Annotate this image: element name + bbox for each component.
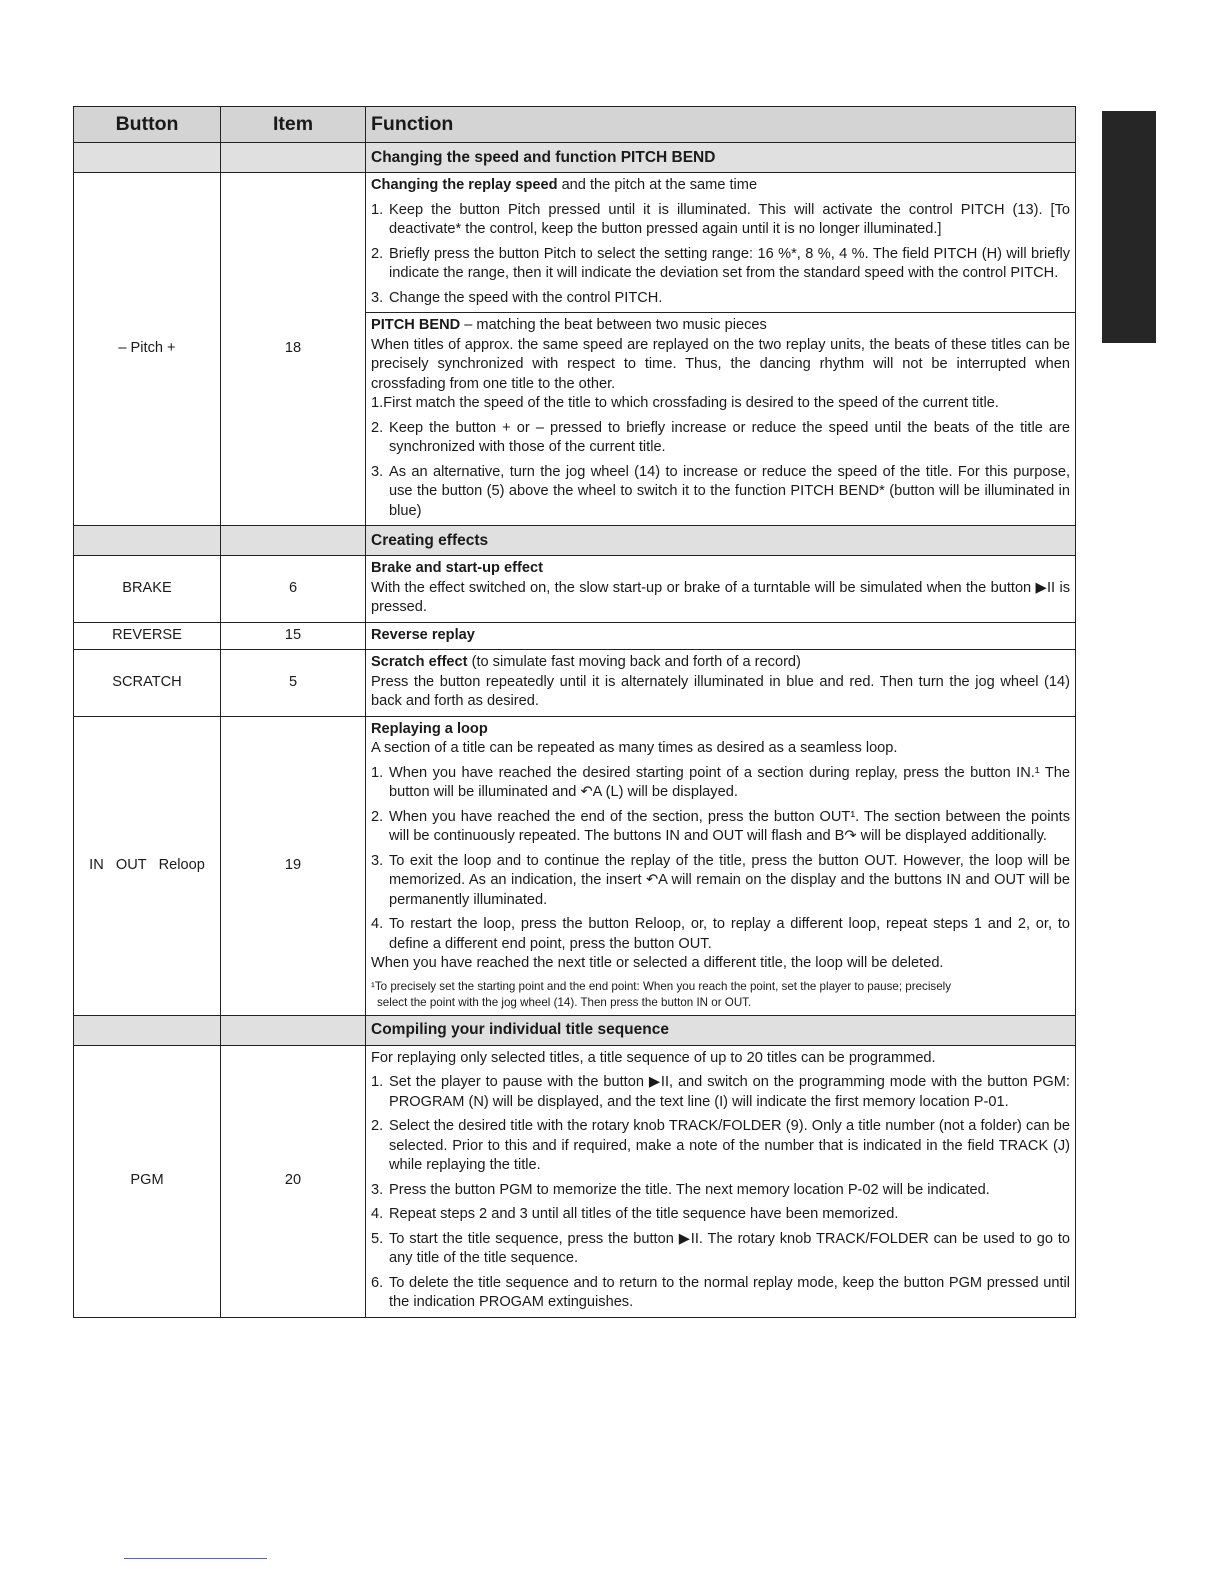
button-cell-reverse: REVERSE — [74, 622, 221, 650]
section-title-program: Compiling your individual title sequence — [366, 1015, 1076, 1045]
section-title-pitch: Changing the speed and function PITCH BEND — [366, 143, 1076, 173]
button-cell-pgm: PGM — [74, 1045, 221, 1317]
list-item: 2. Briefly press the button Pitch to select the setting range: 16 %*, 8 %, 4 %. The field PITCH (H) will briefly indicate the range, then it will indicate the deviation set from the standard speed with the control PITCH. — [371, 245, 1070, 281]
speed-heading: Changing the replay speed — [371, 177, 558, 193]
list-item: 4. Repeat steps 2 and 3 until all titles of the title sequence have been memorized. — [371, 1206, 899, 1222]
function-table — [73, 106, 1076, 1318]
button-cell-brake: BRAKE — [74, 556, 221, 623]
scratch-heading-rest: (to simulate fast moving back and forth of a record) — [467, 654, 801, 670]
footer-divider — [124, 1558, 267, 1559]
list-item: 2. When you have reached the end of the section, press the button OUT¹. The section between the points will be continuously repeated. The buttons IN and OUT will flash and B↷ will be displayed additionally. — [371, 808, 1070, 844]
list-item: 6. To delete the title sequence and to return to the normal replay mode, keep the button PGM pressed until the indication PROGAM extinguishes. — [371, 1274, 1070, 1310]
list-item: 1. When you have reached the desired starting point of a section during replay, press the button IN.¹ The button will be illuminated and ↶A (L) will be displayed. — [371, 764, 1070, 800]
section-row-effects — [74, 526, 1076, 556]
item-cell-brake: 6 — [221, 556, 366, 623]
item-cell-reverse: 15 — [221, 622, 366, 650]
section-row-program — [74, 1015, 1076, 1045]
chapter-side-tab — [1102, 111, 1156, 343]
table-row-brake — [74, 556, 1076, 623]
item-cell-pgm: 20 — [221, 1045, 366, 1317]
list-item: 4. To restart the loop, press the button Reloop, or, to replay a different loop, repeat steps 1 and 2, or, to define a different end point, press the button OUT. — [371, 916, 1070, 952]
list-item: 3. Change the speed with the control PITCH. — [371, 289, 663, 306]
bend-heading-rest: – matching the beat between two music pieces — [460, 317, 767, 333]
function-cell-loop — [366, 716, 1076, 1015]
section-title-effects: Creating effects — [366, 526, 1076, 556]
list-item: 5. To start the title sequence, press the button ▶II. The rotary knob TRACK/FOLDER can be used to go to any title of the title sequence. — [371, 1230, 1070, 1266]
reverse-heading: Reverse replay — [371, 626, 475, 643]
brake-heading: Brake and start-up effect — [371, 560, 543, 576]
brake-text: With the effect switched on, the slow start-up or brake of a turntable will be simulated when the button ▶II is pressed. — [371, 579, 1070, 615]
bend-heading: PITCH BEND — [371, 317, 461, 333]
section-row-pitch — [74, 143, 1076, 173]
table-row-reverse — [74, 622, 1076, 650]
button-cell-loop: IN OUT Reloop — [74, 716, 221, 1015]
header-button: Button — [74, 107, 221, 143]
function-cell-pgm — [366, 1045, 1076, 1317]
list-item: 3. As an alternative, turn the jog wheel (14) to increase or reduce the speed of the title. For this purpose, use the button (5) above the wheel to switch it to the function PITCH BEND* (button will be illuminated in blue) — [371, 463, 1070, 519]
header-function: Function — [366, 107, 1076, 143]
loop-footnote-line1: ¹To precisely set the starting point and the end point: When you reach the point, set the player to pause; precisely — [371, 979, 952, 993]
bend-steps — [371, 419, 1070, 522]
function-cell-scratch — [366, 650, 1076, 717]
loop-footnote-line2: select the point with the jog wheel (14). Then press the button IN or OUT. — [377, 995, 752, 1009]
scratch-heading: Scratch effect — [371, 654, 468, 670]
loop-steps — [371, 764, 1070, 955]
function-cell-bend — [366, 313, 1076, 526]
item-cell-loop: 19 — [221, 716, 366, 1015]
loop-closing: When you have reached the next title or selected a different title, the loop will be deleted. — [371, 955, 944, 971]
loop-heading: Replaying a loop — [371, 720, 488, 737]
speed-heading-rest: and the pitch at the same time — [557, 177, 758, 193]
table-header-row — [74, 107, 1076, 143]
button-cell-scratch: SCRATCH — [74, 650, 221, 717]
function-cell-speed — [366, 173, 1076, 313]
loop-intro: A section of a title can be repeated as many times as desired as a seamless loop. — [371, 740, 898, 756]
pgm-intro: For replaying only selected titles, a title sequence of up to 20 titles can be programmed. — [371, 1049, 936, 1066]
function-cell-brake — [366, 556, 1076, 623]
list-item: 1. Set the player to pause with the button ▶II, and switch on the programming mode with the button PGM: PROGRAM (N) will be displayed, and the text line (I) will indicate the first memory location P-01. — [371, 1074, 1070, 1110]
scratch-text: Press the button repeatedly until it is alternately illuminated in blue and red. Then turn the jog wheel (14) back and forth as desired. — [371, 673, 1070, 709]
list-item: 2. Select the desired title with the rotary knob TRACK/FOLDER (9). Only a title number (not a folder) can be selected. Prior to this and if required, make a note of the number that is indicated in the field TRACK (J) while replaying the title. — [371, 1118, 1070, 1173]
pgm-steps — [371, 1073, 1070, 1313]
table-row-scratch — [74, 650, 1076, 717]
table-row-loop — [74, 716, 1076, 1015]
table-row-pitch-speed — [74, 173, 1076, 313]
item-cell-scratch: 5 — [221, 650, 366, 717]
list-item: 3. Press the button PGM to memorize the title. The next memory location P-02 will be indicated. — [371, 1181, 990, 1198]
function-cell-reverse — [366, 622, 1076, 650]
item-cell-pitch: 18 — [221, 173, 366, 526]
bend-first-step: 1.First match the speed of the title to which crossfading is desired to the speed of the current title. — [371, 395, 999, 411]
header-item: Item — [221, 107, 366, 143]
list-item: 1. Keep the button Pitch pressed until it is illuminated. This will activate the control PITCH (13). [To deactivate* the control, keep the button pressed again until it is no longer illuminated.] — [371, 201, 1070, 237]
bend-intro: When titles of approx. the same speed are replayed on the two replay units, the beats of these titles can be precisely synchronized with respect to time. Thus, the dancing rhythm will not be interrupted when crossfading from one title to the other. — [371, 336, 1070, 392]
list-item: 3. To exit the loop and to continue the replay of the title, press the button OUT. However, the loop will be memorized. As an indication, the insert ↶A will remain on the display and the buttons IN and OUT will be permanently illuminated. — [371, 852, 1070, 908]
table-row-pgm — [74, 1045, 1076, 1317]
speed-steps — [371, 201, 1070, 309]
loop-footnote — [371, 979, 1070, 1011]
list-item: 2. Keep the button + or – pressed to briefly increase or reduce the speed until the beats of the title are synchronized with those of the current title. — [371, 419, 1070, 455]
button-cell-pitch: – Pitch + — [74, 173, 221, 526]
